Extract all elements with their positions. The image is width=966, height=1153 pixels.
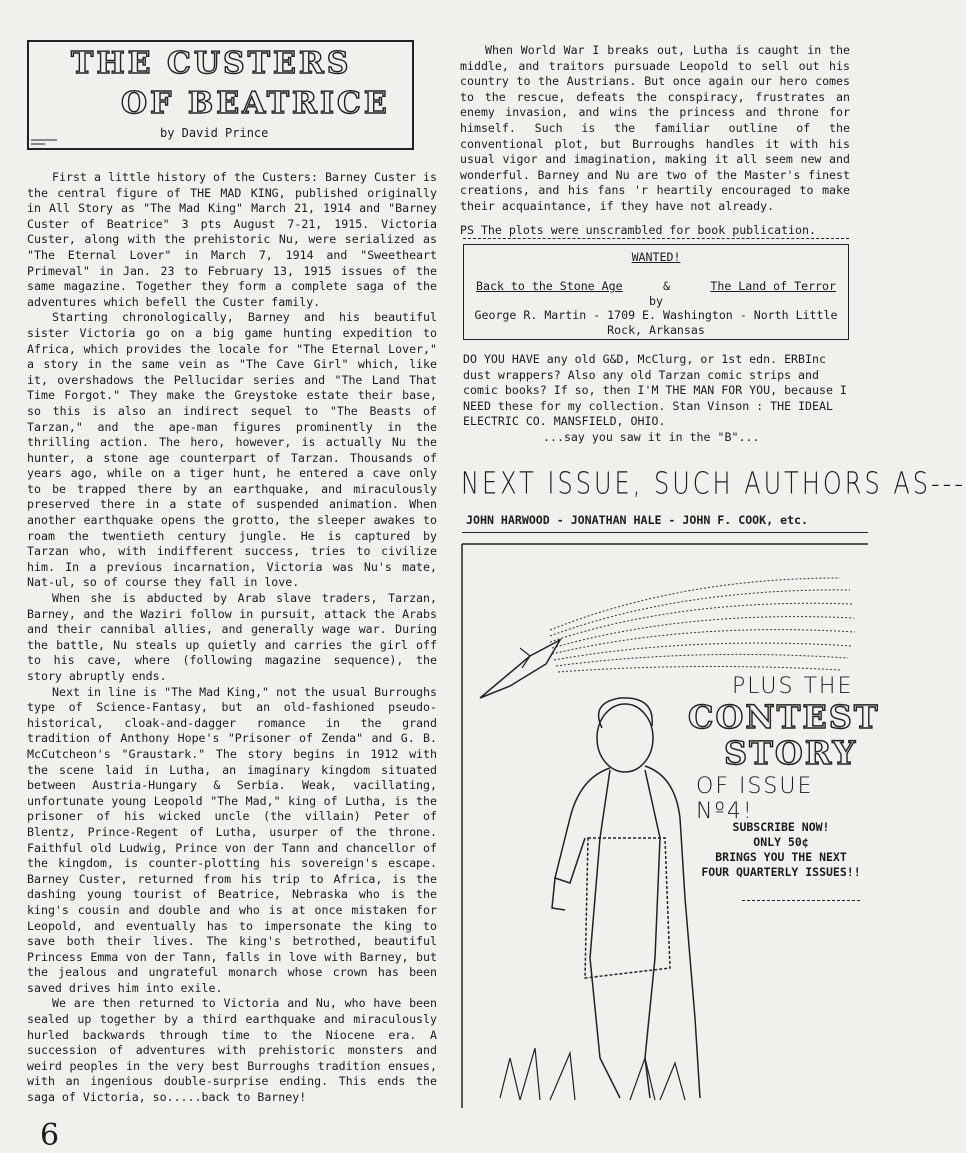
authors-underline (462, 532, 868, 533)
promo-line-4: OF ISSUE Nº4! (696, 774, 814, 824)
paragraph: Starting chronologically, Barney and his beautiful sister Victoria go on a big game hunting expedition to Africa, which provides the locale for "The Eternal Lover," a story in the same vein as "The Cave Girl" which, like it, overshadows the Pellucidar series and "The Land That Time Forgot." They make the Greystoke estate their base, so this is also an indirect sequel to "The Beasts of Tarzan," and the ape-man figures prominently in the thrilling action. The hero, however, is actually Nu the hunter, a stone age counterpart of Tarzan. Thousands of years ago, while on a tiger hunt, he entered a cave only to be trapped there by an earthquake, and miraculously preserved there in a state of suspended animation. When another earthquake opens the grotto, the sleeper awakes to roam the twentieth century jungle. He is captured by Tarzan who, with indifferent success, tries to civilize him. In a previous incarnation, Victoria was Nu's mate, Nat-ul, so of course they fall in love. (27, 310, 437, 590)
subscribe-box (696, 820, 866, 880)
wanted-title: WANTED! (631, 250, 681, 264)
contest-ad (460, 538, 880, 1118)
wanted-books (476, 279, 836, 293)
subscribe-line: BRINGS YOU THE NEXT (715, 850, 847, 864)
wanted-address: George R. Martin - 1709 E. Washington - North Little Rock, Arkansas (474, 308, 838, 337)
byline: by David Prince (160, 126, 269, 140)
paragraph: Next in line is "The Mad King," not the usual Burroughs type of Science-Fantasy, but an old-fashioned pseudo-historical, cloak-and-dagger romance in the grand tradition of Anthony Hope's "Prisoner of Zenda" and G. B. McCutcheon's "Graustark." The story begins in 1912 with the scene laid in Lutha, an imaginary kingdom situated between Austria-Hungary & Serbia. Weak, vacillating, unfortunate young Leopold "The Mad," king of Lutha, is the prisoner of his wicked uncle (the villain) Peter of Blentz, Prince-Regent of Lutha, usurper of the throne. Faithful old Ludwig, Prince von der Tann and chancellor of the kingdom, is counter-plotting his sovereign's escape. Barney Custer, returned from his trip to Africa, is the dashing young tourist of Beatrice, Nebraska who is the king's cousin and double and who is at once mistaken for Leopold, and eventually has to impersonate the king to save both their lives. The king's betrothed, beautiful Princess Emma von der Tann, falls in love with Barney, but the jealous and ungrateful monarch whose crown has been saved drives him into exile. (27, 684, 437, 995)
ps-note: PS The plots were unscrambled for book publication. (460, 222, 816, 237)
subscribe-line: ONLY 50¢ (753, 835, 809, 849)
caveman-figure (552, 698, 700, 1098)
paragraph: We are then returned to Victoria and Nu, who have been sealed up together by a third earthquake and miraculously hurled backwards through time to the Niocene era. A succession of adventures with prehistoric monsters and weird peoples in the very best Burroughs tradition ensues, with an ingenious double-surprise ending. This ends the saga of Victoria, so.....back to Barney! (27, 996, 437, 1105)
paragraph: When World War I breaks out, Lutha is caught in the middle, and traitors pursuade Leopold to sell out his country to the Austrians. But once again our hero comes to the rescue, defeats the conspiracy, frustrates an enemy invasion, and wins the princess and throne for himself. Such is the familiar outline of the conventional plot, but Burroughs handles it with his usual vigor and imagination, making it all seem new and wonderful. Barney and Nu are two of the Master's finest creations, and his fans 'r heartily encouraged to make their acquaintance, if they have not already. (460, 43, 850, 213)
title-line-1: THE CUSTERS (71, 46, 352, 81)
paragraph: When she is abducted by Arab slave traders, Tarzan, Barney, and the Waziri follow in pursuit, attack the Arabs and their cannibal allies, and generally wage war. During the battle, Nu steals up quietly and carries the girl off to his cave, where (following magazine sequence), the story abruptly ends. (27, 591, 437, 683)
subscribe-underline (742, 900, 860, 901)
promo-line-1: PLUS THE (732, 674, 854, 699)
collector-ad-text: DO YOU HAVE any old G&D, McClurg, or 1st edn. ERBInc dust wrappers? Also any old Tarzan comic strips and comic books? If so, then I'M THE MAN FOR YOU, because I NEED these for my collection. Stan Vinson : THE IDEAL ELECTRIC CO. MANSFIELD, OHIO. (463, 352, 847, 429)
subscribe-line: SUBSCRIBE NOW! (732, 820, 830, 834)
wanted-book-1: Back to the Stone Age (476, 279, 623, 293)
next-issue-heading: NEXT ISSUE, SUCH AUTHORS AS--- (461, 466, 966, 501)
article-left-column (27, 170, 437, 1106)
article-right-column (460, 43, 850, 238)
title-line-2: OF BEATRICE (121, 86, 390, 121)
collector-ad (463, 352, 853, 446)
divider (463, 238, 849, 239)
wanted-ad (463, 244, 849, 340)
grass (500, 1048, 685, 1100)
say-you-saw: ...say you saw it in the "B"... (543, 429, 760, 444)
wanted-by: by (649, 294, 663, 308)
promo-line-3: STORY (724, 734, 858, 772)
comet-trail (550, 578, 855, 672)
paragraph: First a little history of the Custers: Barney Custer is the central figure of THE MAD KING, published originally in All Story as "The Mad King" March 21, 1914 and "Barney Custer of Beatrice" 3 pts August 7-21, 1915. Victoria Custer, along with the prehistoric Nu, were serialized as "The Eternal Lover" in March 7, 1914 and "Sweetheart Primeval" in Jan. 23 to February 13, 1915 issues of the same magazine. Together they form a complete saga of the adventures which befell the Custer family. (27, 170, 437, 309)
next-issue-authors: JOHN HARWOOD - JONATHAN HALE - JOHN F. COOK, etc. (466, 513, 809, 527)
promo-line-2: CONTEST (688, 698, 880, 736)
wanted-amp: & (662, 279, 670, 293)
wanted-book-2: The Land of Terror (710, 279, 836, 293)
subscribe-line: FOUR QUARTERLY ISSUES!! (701, 865, 861, 879)
page-number: 6 (40, 1118, 60, 1153)
